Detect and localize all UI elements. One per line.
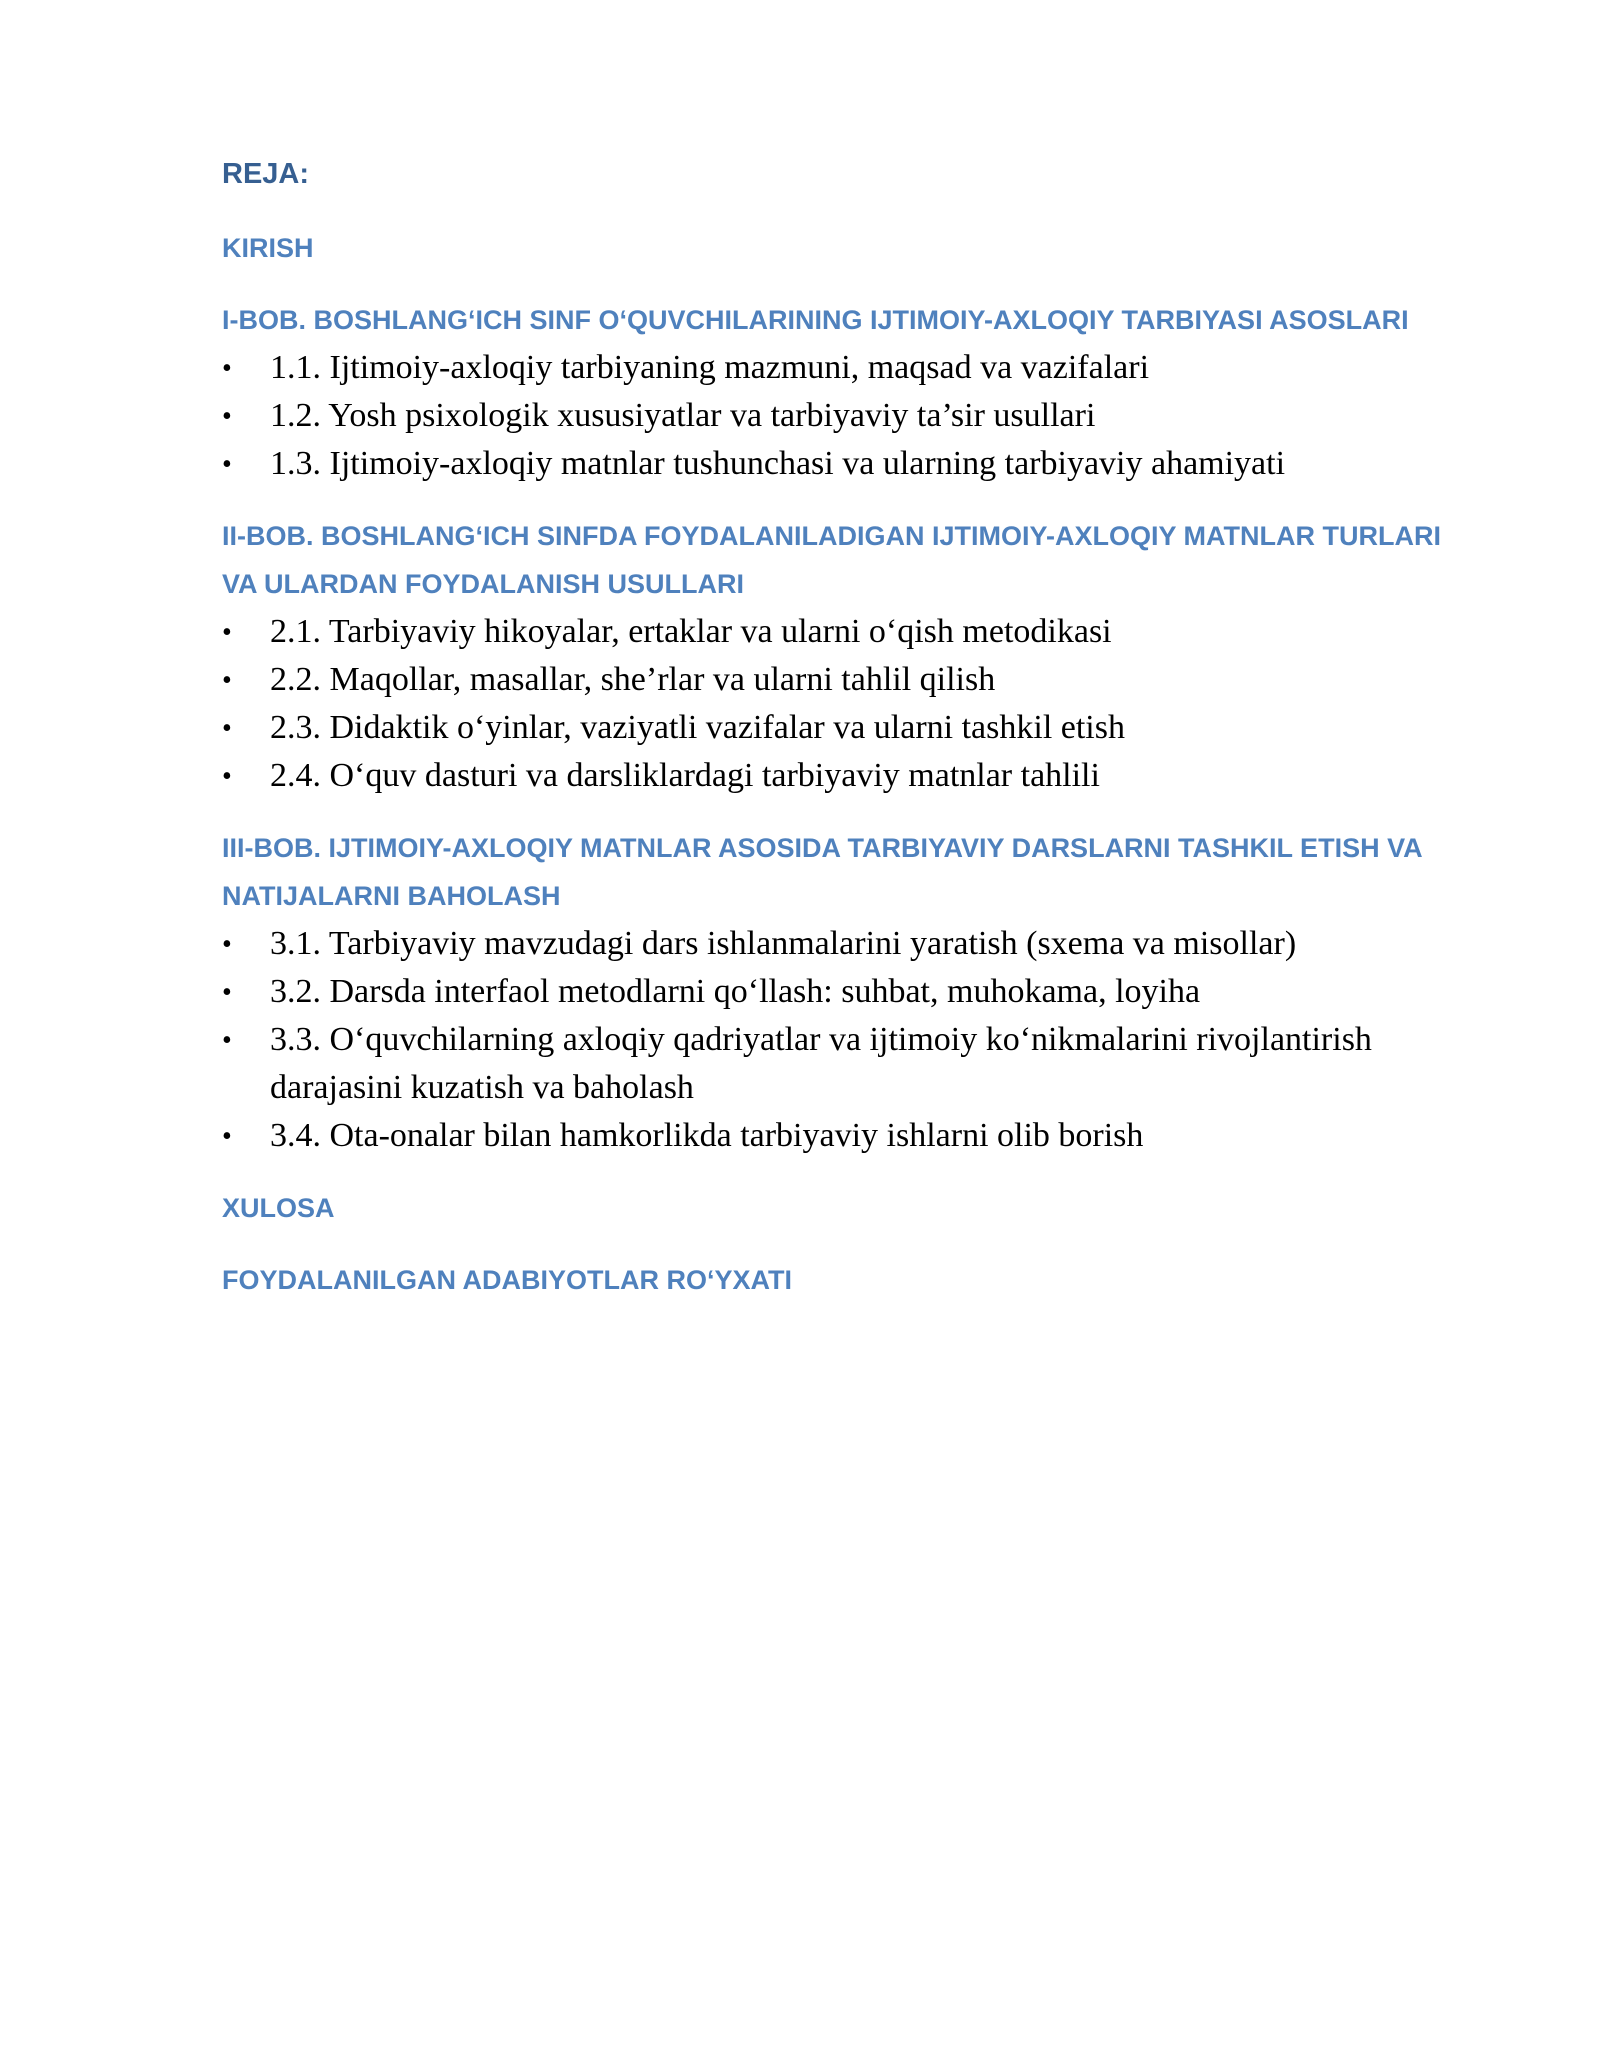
list-item — [222, 1112, 1482, 1160]
list-item — [222, 704, 1482, 752]
document-page — [222, 150, 1482, 1304]
chapter-2-list — [222, 608, 1482, 800]
list-item-text: 2.2. Maqollar, masallar, she’rlar va ularni tahlil qilish — [270, 661, 996, 698]
chapter-1-list — [222, 344, 1482, 488]
list-item-text: 2.3. Didaktik o‘yinlar, vaziyatli vazifalar va ularni tashkil etish — [270, 709, 1125, 746]
references-heading: FOYDALANILGAN ADABIYOTLAR RO‘YXATI — [222, 1265, 792, 1295]
list-item — [222, 752, 1482, 800]
list-item-text: 2.4. O‘quv dasturi va darsliklardagi tarbiyaviy matnlar tahlili — [270, 757, 1100, 794]
bullet-icon: • — [222, 1025, 232, 1056]
chapter-1 — [222, 296, 1482, 488]
bullet-icon: • — [222, 761, 232, 792]
list-item — [222, 608, 1482, 656]
chapter-3-list — [222, 920, 1482, 1160]
bullet-icon: • — [222, 401, 232, 432]
bullet-icon: • — [222, 1121, 232, 1152]
chapter-2 — [222, 512, 1482, 800]
bullet-icon: • — [222, 665, 232, 696]
bullet-icon: • — [222, 977, 232, 1008]
bullet-icon: • — [222, 713, 232, 744]
list-item-text: 2.1. Tarbiyaviy hikoyalar, ertaklar va ularni o‘qish metodikasi — [270, 613, 1112, 650]
bullet-icon: • — [222, 449, 232, 480]
chapter-3-title: III-BOB. IJTIMOIY-AXLOQIY MATNLAR ASOSIDA TARBIYAVIY DARSLARNI TASHKIL ETISH VA NATIJALARNI BAHOLASH — [222, 833, 1422, 911]
list-item — [222, 1016, 1482, 1112]
list-item — [222, 440, 1482, 488]
list-item-text: 3.3. O‘quvchilarning axloqiy qadriyatlar va ijtimoiy ko‘nikmalarini rivojlantirish darajasini kuzatish va baholash — [270, 1021, 1372, 1106]
list-item-text: 3.1. Tarbiyaviy mavzudagi dars ishlanmalarini yaratish (sxema va misollar) — [270, 925, 1297, 962]
list-item-text: 1.3. Ijtimoiy-axloqiy matnlar tushunchasi va ularning tarbiyaviy ahamiyati — [270, 445, 1286, 482]
list-item-text: 3.4. Ota-onalar bilan hamkorlikda tarbiyaviy ishlarni olib borish — [270, 1117, 1144, 1154]
conclusion-heading: XULOSA — [222, 1193, 335, 1223]
list-item-text: 1.2. Yosh psixologik xususiyatlar va tarbiyaviy ta’sir usullari — [270, 397, 1096, 434]
chapter-3 — [222, 824, 1482, 1160]
list-item — [222, 920, 1482, 968]
intro-heading: KIRISH — [222, 233, 314, 263]
plan-title: REJA: — [222, 158, 310, 190]
list-item-text: 1.1. Ijtimoiy-axloqiy tarbiyaning mazmuni, maqsad va vazifalari — [270, 349, 1150, 386]
list-item-text: 3.2. Darsda interfaol metodlarni qo‘llash: suhbat, muhokama, loyiha — [270, 973, 1201, 1010]
bullet-icon: • — [222, 353, 232, 384]
list-item — [222, 392, 1482, 440]
list-item — [222, 656, 1482, 704]
bullet-icon: • — [222, 617, 232, 648]
chapter-2-title: II-BOB. BOSHLANG‘ICH SINFDA FOYDALANILADIGAN IJTIMOIY-AXLOQIY MATNLAR TURLARI VA ULARDAN FOYDALANISH USULLARI — [222, 521, 1441, 599]
bullet-icon: • — [222, 929, 232, 960]
list-item — [222, 344, 1482, 392]
chapter-1-title: I-BOB. BOSHLANG‘ICH SINF O‘QUVCHILARINING IJTIMOIY-AXLOQIY TARBIYASI ASOSLARI — [222, 305, 1409, 335]
list-item — [222, 968, 1482, 1016]
